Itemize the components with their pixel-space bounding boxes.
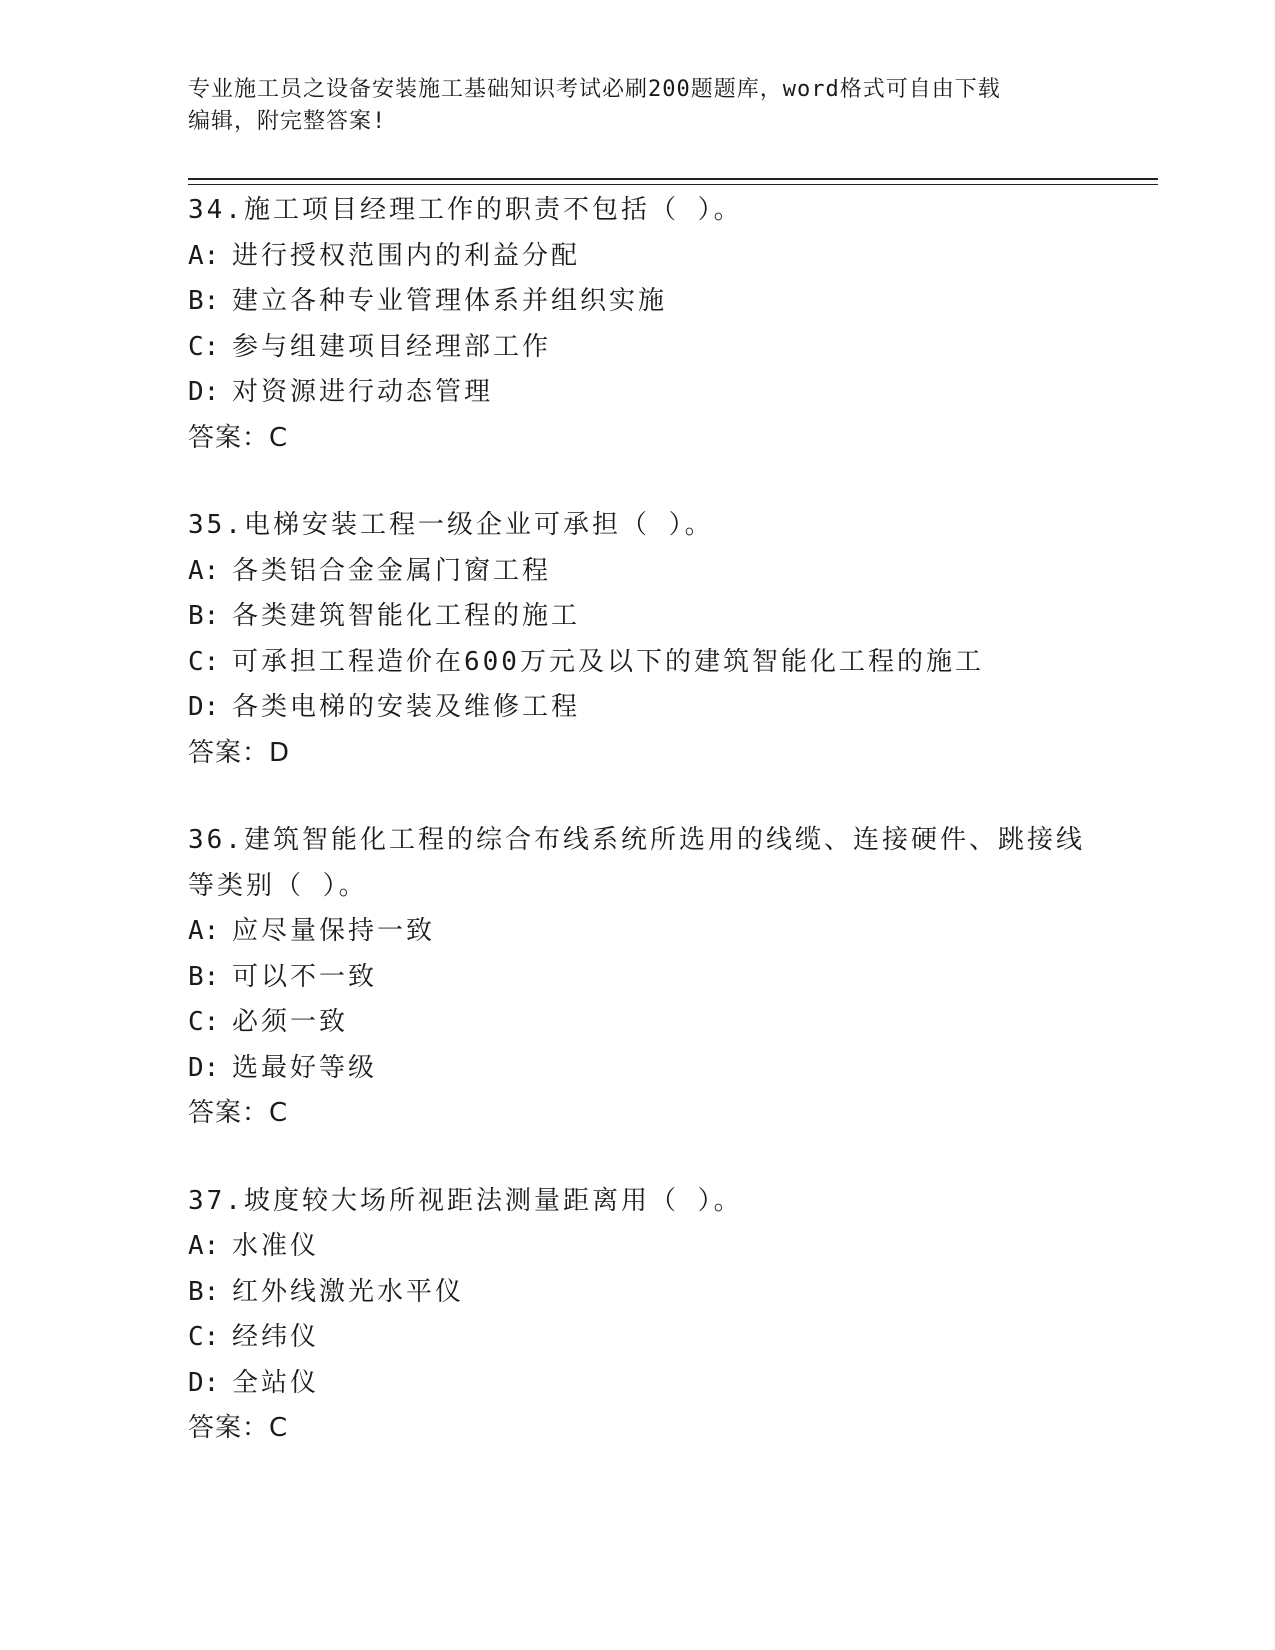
option-text: 参与组建项目经理部工作 (232, 331, 552, 362)
option-key: A: (188, 1231, 220, 1261)
answer-line (188, 416, 1088, 462)
option-text: 全站仪 (232, 1367, 320, 1398)
answer-option (188, 549, 1088, 595)
question-block (188, 1179, 1088, 1452)
option-text: 可以不一致 (232, 961, 378, 992)
header-title-line-1: 专业施工员之设备安装施工基础知识考试必刷200题题库，word格式可自由下载 (188, 77, 1001, 102)
option-text: 建立各种专业管理体系并组织实施 (232, 286, 668, 316)
answer-line (188, 731, 1088, 777)
question-list (188, 188, 1088, 1494)
option-key: D: (188, 377, 220, 407)
option-key: D: (188, 1052, 220, 1083)
answer-value: D (269, 737, 291, 768)
answer-value: C (269, 422, 289, 453)
option-text: 红外线激光水平仪 (232, 1276, 465, 1307)
answer-label: 答案： (188, 1413, 270, 1443)
option-key: B: (188, 286, 220, 316)
option-text: 各类铝合金金属门窗工程 (232, 555, 552, 586)
question-block (188, 188, 1088, 461)
option-text: 应尽量保持一致 (232, 916, 436, 946)
answer-option (188, 1046, 1088, 1092)
answer-option (188, 1270, 1088, 1316)
question-stem: 34.施工项目经理工作的职责不包括（ ）。 (188, 195, 743, 225)
question-stem: 37.坡度较大场所视距法测量距离用（ ）。 (188, 1185, 743, 1216)
option-key: D: (188, 1367, 220, 1398)
question-stem: 36.建筑智能化工程的综合布线系统所选用的线缆、连接硬件、跳接线 (188, 825, 1085, 855)
question-block (188, 503, 1088, 776)
question-stem: 等类别（ ）。 (188, 870, 368, 901)
answer-option (188, 325, 1088, 371)
answer-label: 答案： (188, 737, 270, 768)
answer-line (188, 1406, 1088, 1452)
option-text: 选最好等级 (232, 1052, 378, 1083)
answer-option (188, 685, 1088, 731)
option-key: B: (188, 1276, 220, 1307)
answer-value: C (269, 1098, 289, 1128)
option-text: 可承担工程造价在600万元及以下的建筑智能化工程的施工 (232, 646, 984, 677)
option-key: A: (188, 555, 220, 586)
answer-option (188, 1224, 1088, 1270)
answer-option (188, 234, 1088, 280)
answer-value: C (269, 1413, 289, 1443)
answer-option (188, 279, 1088, 325)
answer-label: 答案： (188, 422, 270, 453)
question-block (188, 818, 1088, 1137)
header-title-line-2: 编辑，附完整答案! (188, 109, 387, 134)
answer-option (188, 370, 1088, 416)
option-key: C: (188, 331, 220, 362)
header-divider-thick (188, 178, 1158, 180)
answer-option (188, 1000, 1088, 1046)
answer-option (188, 955, 1088, 1001)
option-text: 进行授权范围内的利益分配 (232, 240, 581, 271)
answer-option (188, 1361, 1088, 1407)
option-key: C: (188, 1007, 220, 1037)
option-key: A: (188, 916, 220, 946)
option-key: A: (188, 240, 220, 271)
option-key: C: (188, 646, 220, 677)
option-text: 必须一致 (232, 1007, 349, 1037)
answer-option (188, 640, 1088, 686)
document-header (188, 74, 1088, 138)
option-key: D: (188, 692, 220, 722)
option-key: B: (188, 601, 220, 631)
option-text: 水准仪 (232, 1231, 320, 1261)
answer-line (188, 1091, 1088, 1137)
option-text: 对资源进行动态管理 (232, 377, 494, 407)
answer-option (188, 1315, 1088, 1361)
question-stem: 35.电梯安装工程一级企业可承担（ ）。 (188, 510, 714, 540)
answer-option (188, 909, 1088, 955)
option-text: 各类建筑智能化工程的施工 (232, 601, 581, 631)
option-text: 经纬仪 (232, 1322, 320, 1352)
option-key: B: (188, 961, 220, 992)
answer-option (188, 594, 1088, 640)
option-text: 各类电梯的安装及维修工程 (232, 692, 581, 722)
option-key: C: (188, 1322, 220, 1352)
answer-label: 答案： (188, 1098, 270, 1128)
header-divider-thin (188, 184, 1158, 185)
